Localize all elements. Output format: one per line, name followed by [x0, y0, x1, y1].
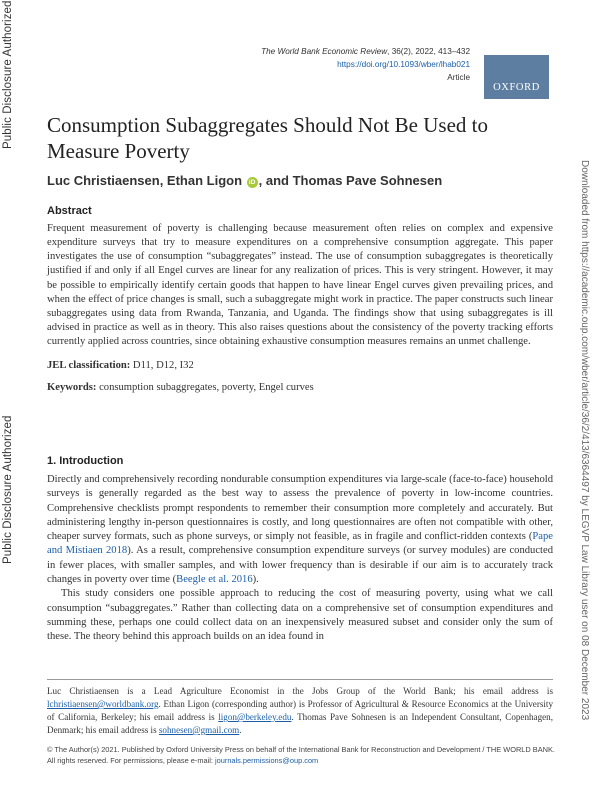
paragraph	[47, 473, 553, 587]
citation-link[interactable]: Beegle et al. 2016	[176, 574, 253, 586]
introduction-body	[47, 473, 553, 645]
journal-info	[250, 45, 470, 84]
keywords-list: consumption subaggregates, poverty, Engel curves	[96, 382, 314, 393]
author-names-2: , and Thomas Pave Sohnesen	[258, 173, 443, 188]
jel-classification	[47, 360, 194, 371]
footnote-text: . Ethan Ligon (corresponding author) is Professor of Agricultural & Resource Economics at the University of California, Berkeley; his email address is	[47, 699, 553, 722]
abstract-heading: Abstract	[47, 205, 92, 217]
paragraph-text: ). As a result, comprehensive consumption expenditure surveys (or survey modules) are conducted in fewer places, with smaller samples, and with lower frequency than is desirable if our aim is to accurately track changes in poverty over time (	[47, 545, 554, 586]
permissions-line	[47, 755, 567, 766]
copyright-notice	[47, 744, 567, 766]
footnote-text: Luc Christiaensen is a Lead Agriculture Economist in the Jobs Group of the World Bank; his email address is	[47, 686, 553, 696]
journal-citation	[250, 45, 470, 58]
author-names-1: Luc Christiaensen, Ethan Ligon	[47, 173, 243, 188]
email-link[interactable]: sohnesen@gmail.com	[158, 725, 240, 735]
jel-codes: D11, D12, I32	[130, 360, 194, 371]
paragraph-text: Directly and comprehensively recording nondurable consumption expenditures via large-scale (face-to-face) household surveys is generally regarded as the best way to assess the prevalence of poverty in low-income countries. Comprehensive checklists prompt respondents to remember their consumption more completely and accurately. But administering lengthy in-person questionnaires is costly, and long questionnaires are often not compatible with other, cheaper survey formats, such as phone surveys, or simply not feasible, as in fragile and conflict-ridden contexts (	[47, 474, 553, 543]
citation-link[interactable]: Pape and Mistiaen 2018	[47, 531, 553, 557]
footnote-text: .	[239, 725, 242, 735]
section-heading-introduction: 1. Introduction	[47, 455, 124, 467]
footnote-text: . Thomas Pave Sohnesen is an Independent Consultant, Copenhagen, Denmark; his email address is	[47, 712, 553, 735]
paragraph-text: ).	[252, 574, 259, 586]
paragraph: This study considers one possible approach to reducing the cost of measuring poverty, using what we call consumption “subaggregates.” Rather than collecting data on a comprehensive set of consumption expenditures and summing these, perhaps one could collect data on an inexpensively measured subset and consider only the sum of these. The theory behind this approach builds on an idea found in	[47, 588, 553, 643]
copyright-line: © The Author(s) 2021. Published by Oxford University Press on behalf of the International Bank for Reconstruction and Development / THE WORLD BANK.	[47, 745, 555, 754]
permissions-email-link[interactable]: journals.permissions@oup.com	[215, 756, 319, 765]
disclosure-stamp-bottom: Public Disclosure Authorized	[2, 415, 14, 564]
disclosure-stamp-top: Public Disclosure Authorized	[2, 0, 14, 149]
paper-title: Consumption Subaggregates Should Not Be Used to Measure Poverty	[47, 113, 488, 163]
footnote-divider	[47, 679, 553, 680]
download-notice: Downloaded from https://academic.oup.com/wber/article/36/2/413/6364497 by LEGVP Law Library user on 08 December 2023	[579, 160, 590, 721]
journal-name: The World Bank Economic Review	[261, 47, 388, 56]
email-link[interactable]: lchristiaensen@worldbank.org	[47, 699, 159, 709]
journal-volume: , 36(2), 2022, 413–432	[387, 47, 470, 56]
doi-link[interactable]: https://doi.org/10.1093/wber/lhab021	[337, 60, 470, 69]
permissions-text: All rights reserved. For permissions, please e-mail:	[47, 756, 215, 765]
author-footnote	[47, 685, 553, 737]
email-link[interactable]: ligon@berkeley.edu	[218, 712, 292, 722]
oxford-logo: OXFORD	[484, 55, 549, 99]
author-list	[47, 173, 442, 188]
article-type: Article	[447, 73, 470, 82]
keywords-label: Keywords:	[47, 382, 97, 393]
abstract-text: Frequent measurement of poverty is challenging because measurement often relies on complex and expensive expenditure surveys that try to measure expenditures on a comprehensive consumption aggregate. This paper investigates the use of consumption “subaggregates” instead. The use of consumption subaggregates is theoretically justified if and only if all Engel curves are linear for any realization of prices. This is very stringent. However, it may be possible to empirically identify certain goods that happen to have linear Engel curves given prevailing prices, and when the effect of price changes is small, such a subaggregate might work in practice. The paper constructs such linear subaggregates using data from Rwanda, Tanzania, and Uganda. The findings show that using subaggregates is ill advised in practice as well as in theory. This also raises questions about the consistency of the poverty tracking efforts currently applied across countries, since obtaining exhaustive consumption measures remains an unmet challenge.	[47, 223, 553, 348]
jel-label: JEL classification:	[47, 360, 131, 371]
orcid-icon[interactable]: iD	[247, 177, 258, 188]
keywords	[47, 382, 314, 393]
